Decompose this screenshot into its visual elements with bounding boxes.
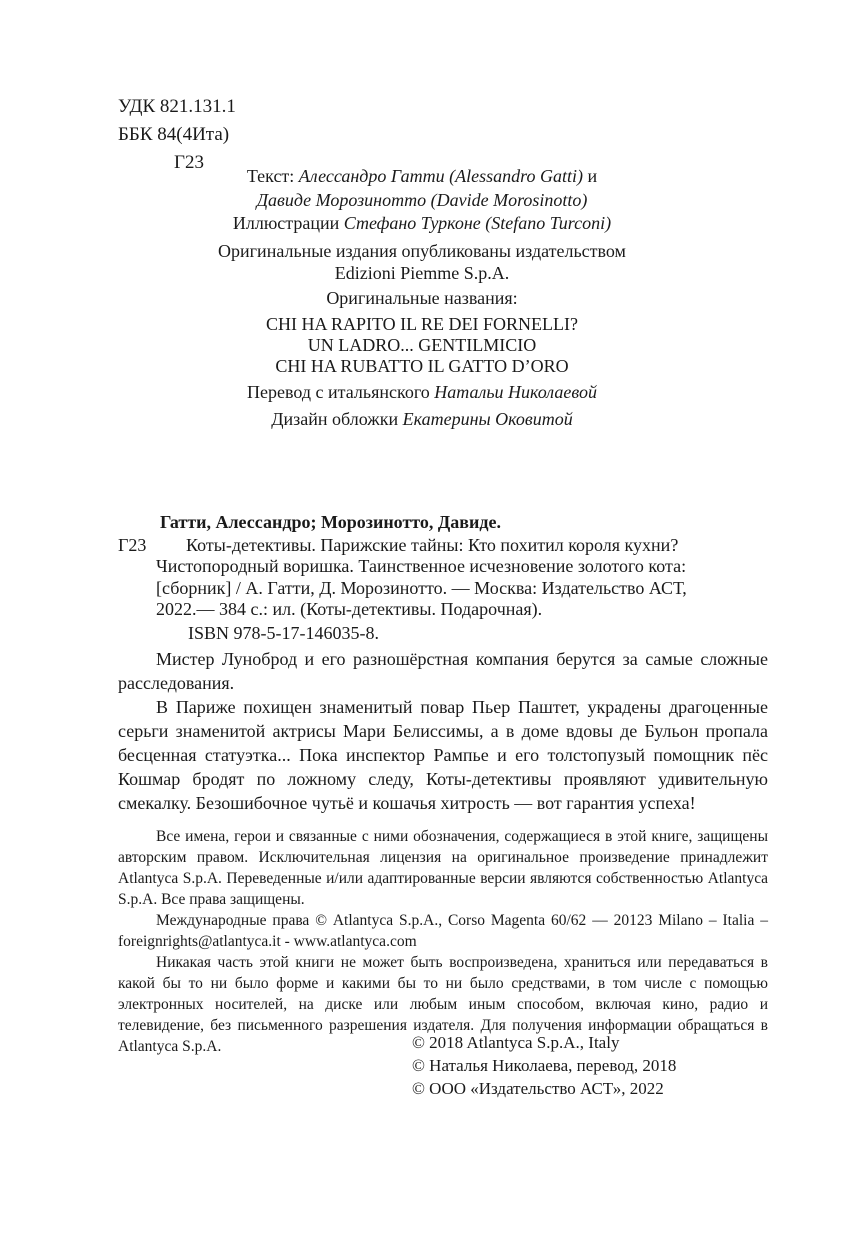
translation-label: Перевод с итальянского	[247, 382, 430, 402]
annotation	[118, 647, 768, 815]
catalog-line-1: Коты-детективы. Парижские тайны: Кто похитил короля кухни?	[186, 535, 679, 555]
translator-name: Натальи Николаевой	[434, 382, 597, 402]
text-author2: Давиде Морозинотто (Davide Morosinotto)	[256, 190, 588, 210]
cover-label: Дизайн обложки	[271, 409, 399, 429]
annotation-paragraph-2: В Париже похищен знаменитый повар Пьер Паштет, украдены драгоценные серьги знаменитой актрисы Мари Белиссимы, а в доме вдовы де Бульон пропала бесценная статуэтка... Пока инспектор Рампье и его толстопузый помощник пёс Кошмар бродят по ложному следу, Коты-детективы проявляют удивительную смекалку. Безошибочное чутьё и кошачья хитрость — вот гарантия успеха!	[118, 697, 768, 813]
bbk-code: ББК 84(4Ита)	[118, 124, 230, 145]
text-and: и	[587, 166, 598, 186]
text-author1: Алессандро Гатти (Alessandro Gatti)	[298, 166, 583, 186]
original-title-3: CHI HA RUBATTO IL GATTO D’ORO	[275, 356, 569, 376]
author-mark: Г23	[174, 152, 204, 173]
original-title-1: CHI HA RAPITO IL RE DEI FORNELLI?	[266, 314, 578, 334]
catalog-isbn: ISBN 978-5-17-146035-8.	[188, 623, 379, 643]
legal-notice	[118, 826, 768, 1057]
credits-text-line	[0, 166, 844, 187]
original-title-2: UN LADRO... GENTILMICIO	[307, 335, 537, 355]
credits-illustrator-line	[0, 213, 844, 234]
catalog-line-4: 2022.— 384 с.: ил. (Коты-детективы. Подарочная).	[156, 599, 543, 619]
illustrations-label: Иллюстрации	[232, 213, 340, 233]
legal-paragraph-2: Международные права © Atlantyca S.p.A., Corso Magenta 60/62 — 20123 Milano – Italia – foreignrights@atlantyca.it - www.atlantyca.com	[118, 912, 768, 950]
original-pub-line2: Edizioni Piemme S.p.A.	[334, 263, 510, 283]
cover-designer-name: Екатерины Оковитой	[402, 409, 573, 429]
udk-code: УДК 821.131.1	[118, 96, 236, 117]
catalog-heading: Гатти, Алессандро; Морозинотто, Давиде.	[160, 512, 501, 532]
original-titles-label: Оригинальные названия:	[326, 288, 518, 308]
legal-paragraph-1: Все имена, герои и связанные с ними обозначения, содержащиеся в этой книге, защищены авторским правом. Исключительная лицензия на оригинальное произведение принадлежит Atlantyca S.p.A. Переведенные и/или адаптированные версии являются собственностью Atlantyca S.p.A. Все права защищены.	[118, 828, 768, 908]
catalog-line-2: Чистопородный воришка. Таинственное исчезновение золотого кота:	[156, 556, 687, 576]
catalog-mark: Г23	[118, 535, 147, 555]
text-label: Текст:	[246, 166, 295, 186]
copyright-line-3: © ООО «Издательство АСТ», 2022	[412, 1079, 664, 1098]
annotation-paragraph-1: Мистер Луноброд и его разношёрстная компания берутся за самые сложные расследования.	[118, 649, 768, 693]
illustrator-name: Стефано Турконе (Stefano Turconi)	[343, 213, 612, 233]
original-pub-line1: Оригинальные издания опубликованы издательством	[218, 241, 626, 261]
cover-design-line	[0, 409, 844, 430]
copyright-line-1: © 2018 Atlantyca S.p.A., Italy	[412, 1033, 620, 1052]
legal-paragraph-3: Никакая часть этой книги не может быть воспроизведена, храниться или передаваться в какой бы то ни было форме и какими бы то ни было средствами, в том числе с помощью электронных носителей, на диске или любым иным способом, включая кино, радио и телевидение, без письменного разрешения издателя. Для получения информации обращаться в Atlantyca S.p.A.	[118, 954, 768, 1055]
credits-author2-line	[0, 190, 844, 211]
copyright-line-2: © Наталья Николаева, перевод, 2018	[412, 1056, 677, 1075]
translation-line	[0, 382, 844, 403]
catalog-line-3: [сборник] / А. Гатти, Д. Морозинотто. — Москва: Издательство АСТ,	[156, 578, 687, 598]
